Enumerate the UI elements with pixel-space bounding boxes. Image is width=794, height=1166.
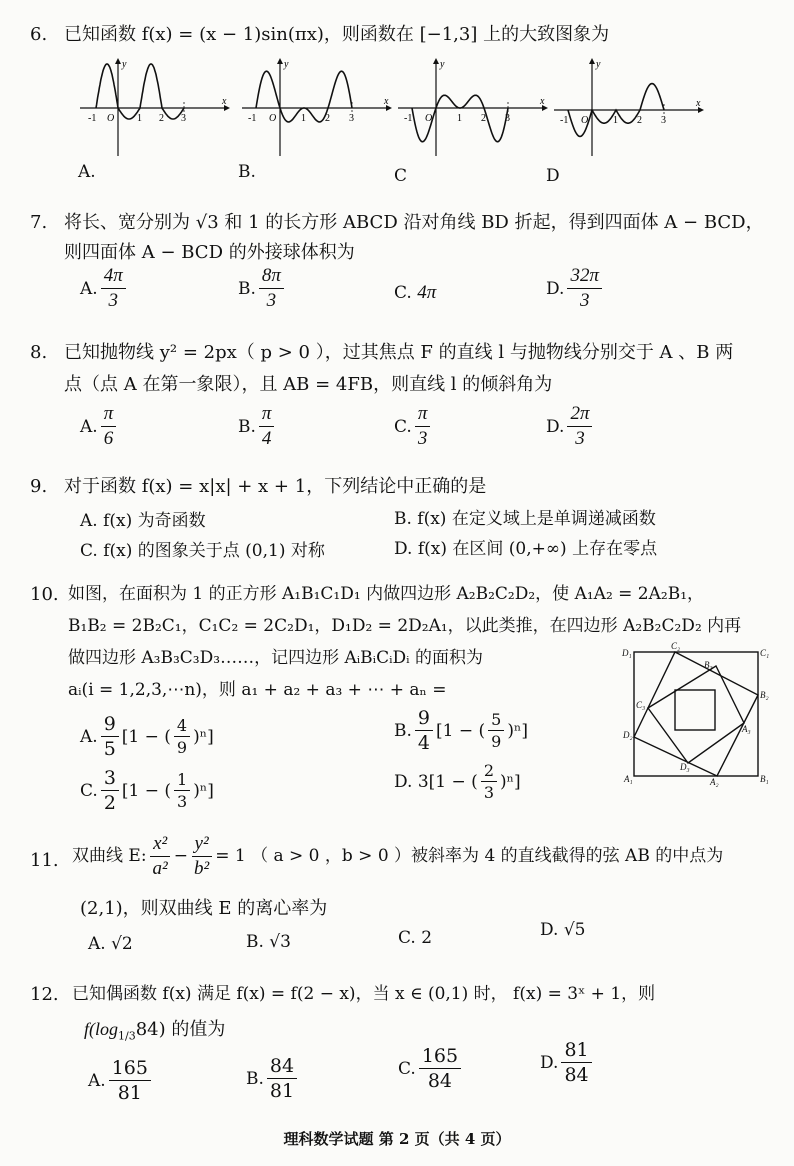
- x-fraction: $\frac{\text{x²}}{\text{a²}}$: [150, 834, 171, 880]
- q6-stem: 已知函数 f(x) = (x − 1)sin(πx)，则函数在 [−1,3] 上的大致图象为: [64, 24, 610, 45]
- x-axis-label: x: [222, 96, 227, 107]
- option-fraction: $\frac{\pi}{6}$: [101, 404, 117, 450]
- label-b1: B₁: [760, 774, 769, 784]
- square-4: [675, 690, 715, 730]
- option-fraction: $\frac{165}{84}$: [419, 1046, 461, 1092]
- tick-label-neg1: -1: [560, 115, 569, 126]
- q7-option-a: [80, 266, 129, 312]
- q10-option-b: B. $\frac{9}{4}$ [1 − ( $\frac{5}{9}$ )ⁿ]: [394, 707, 528, 754]
- q10-stem-line1: 如图，在面积为 1 的正方形 A₁B₁C₁D₁ 内做四边形 A₂B₂C₂D₂，使 A₁A₂ = 2A₂B₁，: [68, 584, 705, 604]
- option-inner-fraction: $\frac{1}{3}$: [174, 771, 190, 810]
- label-a1: A₁: [624, 774, 633, 784]
- label-c2: C₂: [671, 641, 681, 651]
- q10-nested-squares-figure: [620, 640, 780, 790]
- tick-label-3: 3: [181, 113, 186, 124]
- q8-number: 8.: [30, 342, 48, 363]
- q6-number: 6.: [30, 24, 48, 45]
- q8-option-b: B. $\frac{\pi}{4}$: [238, 404, 277, 450]
- y-fraction: $\frac{\text{y²}}{\text{b²}}$: [191, 834, 212, 880]
- q11-stem-line1: 双曲线 E: $\frac{\text{x²}}{\text{a²}}$ − $\frac{\text{y²}}{\text{b²}}$ = 1 （ a > 0 ，b > 0 ）被斜率为 4 的直线截得的弦 AB 的中点为: [72, 833, 724, 879]
- q6-graph-c: [392, 56, 552, 161]
- tick-label-3: 3: [349, 113, 354, 124]
- q9-stem: 对于函数 f(x) = x|x| + x + 1，下列结论中正确的是: [64, 476, 487, 497]
- option-coef-fraction: $\frac{9}{5}$: [101, 714, 119, 760]
- q10-stem-line4: aᵢ(i = 1,2,3,⋯n)，则 a₁ + a₂ + a₃ + ⋯ + aₙ =: [68, 680, 447, 700]
- q8-option-a: A. $\frac{\pi}{6}$: [80, 404, 119, 450]
- q7-option-c: C. 4π: [394, 282, 437, 303]
- tick-label-2: 2: [159, 113, 164, 124]
- option-label: B.: [238, 278, 256, 299]
- q9-option-a: A. f(x) 为奇函数: [80, 511, 206, 531]
- q10-option-c: C. $\frac{3}{2}$ [1 − ( $\frac{1}{3}$ )ⁿ]: [80, 767, 214, 814]
- label-a3: A₃: [742, 724, 751, 734]
- option-inner-fraction: $\frac{4}{9}$: [174, 717, 190, 756]
- q12-option-c: C. $\frac{165}{84}$: [398, 1046, 464, 1092]
- q7-stem-line2: 则四面体 A − BCD 的外接球体积为: [64, 242, 355, 263]
- function-curve: [96, 64, 184, 119]
- tick-label-neg1: -1: [248, 113, 257, 124]
- q6-graph-a: [74, 56, 234, 161]
- q10-option-a: A. $\frac{9}{5}$ [1 − ( $\frac{4}{9}$ )ⁿ]: [80, 713, 214, 760]
- q11-option-a: A. √2: [88, 934, 133, 954]
- y-axis-label: y: [284, 59, 289, 70]
- option-label: A.: [80, 278, 98, 299]
- x-axis-label: x: [540, 96, 545, 107]
- tick-label-1: 1: [457, 113, 462, 124]
- y-axis-label: y: [440, 59, 445, 70]
- label-a2: A₂: [710, 777, 719, 787]
- q12-option-b: B. $\frac{84}{81}$: [246, 1056, 300, 1102]
- origin-label: O: [107, 113, 115, 124]
- y-axis-arrow: [277, 58, 283, 64]
- q12-option-a: A. $\frac{165}{81}$: [88, 1058, 154, 1104]
- y-axis-arrow: [589, 58, 595, 64]
- y-axis-arrow: [115, 58, 121, 64]
- origin-label: O: [581, 115, 589, 126]
- q10-stem-line2: B₁B₂ = 2B₂C₁，C₁C₂ = 2C₂D₁，D₁D₂ = 2D₂A₁，以此类推，在四边形 A₂B₂C₂D₂ 内再: [68, 616, 742, 636]
- label-c3: C₃: [636, 700, 646, 710]
- q8-stem-line1: 已知抛物线 y² = 2px（ p > 0 ），过其焦点 F 的直线 l 与抛物线分别交于 A 、B 两: [64, 342, 734, 363]
- tick-label-2: 2: [481, 113, 486, 124]
- q11-option-d: D. √5: [540, 920, 586, 940]
- q10-option-d: D. 3 [1 − ( $\frac{2}{3}$ )ⁿ]: [394, 761, 521, 802]
- label-d3: D₃: [680, 762, 690, 772]
- q7-number: 7.: [30, 212, 48, 233]
- q11-stem-line2: (2,1)，则双曲线 E 的离心率为: [80, 898, 328, 919]
- q12-option-d: D. $\frac{81}{84}$: [540, 1040, 595, 1086]
- q7-option-b: [238, 266, 287, 312]
- option-fraction: $\frac{81}{84}$: [561, 1040, 591, 1086]
- option-fraction: $\frac{\pi}{3}$: [415, 404, 431, 450]
- tick-label-3: 3: [661, 115, 666, 126]
- q6-graph-d: [548, 56, 708, 171]
- y-axis-label: y: [122, 59, 127, 70]
- q8-option-d: D. $\frac{2\pi}{3}$: [546, 404, 595, 450]
- option-fraction: $\frac{84}{81}$: [267, 1056, 297, 1102]
- label-b2: B₂: [760, 690, 769, 700]
- label-c1: C₁: [760, 648, 770, 658]
- q9-option-c: C. f(x) 的图象关于点 (0,1) 对称: [80, 541, 325, 561]
- option-fraction: $\frac{165}{81}$: [109, 1058, 151, 1104]
- tick-label-neg1: -1: [404, 113, 413, 124]
- option-inner-fraction: $\frac{2}{3}$: [481, 762, 497, 801]
- option-coef-fraction: $\frac{9}{4}$: [415, 708, 433, 754]
- q11-option-b: B. √3: [246, 932, 291, 952]
- x-axis-label: x: [384, 96, 389, 107]
- option-fraction: $\frac{\pi}{4}$: [259, 404, 275, 450]
- q10-number: 10.: [30, 584, 59, 605]
- q6-option-c-label: C: [394, 166, 408, 186]
- label-d1: D₁: [622, 648, 632, 658]
- option-fraction: $\frac{4\pi}{3}$: [101, 266, 126, 312]
- q11-option-c: C. 2: [398, 928, 433, 948]
- q8-stem-line2: 点（点 A 在第一象限），且 AB = 4FB，则直线 l 的倾斜角为: [64, 374, 553, 395]
- q10-stem-line3: 做四边形 A₃B₃C₃D₃……，记四边形 AᵢBᵢCᵢDᵢ 的面积为: [68, 648, 483, 668]
- q12-stem-line2: $f(\log_{1/3}84)$ 的值为: [84, 1019, 226, 1043]
- q6-option-a-label: A.: [78, 162, 96, 182]
- option-coef-fraction: $\frac{3}{2}$: [101, 768, 119, 814]
- y-axis-arrow: [433, 58, 439, 64]
- tick-label-1: 1: [301, 113, 306, 124]
- option-fraction: $\frac{32\pi}{3}$: [567, 266, 602, 312]
- q7-option-d: [546, 266, 605, 312]
- tick-label-2: 2: [637, 115, 642, 126]
- tick-label-1: 1: [613, 115, 618, 126]
- q9-number: 9.: [30, 476, 48, 497]
- q7-stem-line1: 将长、宽分别为 √3 和 1 的长方形 ABCD 沿对角线 BD 折起，得到四面体 A − BCD，: [64, 212, 764, 233]
- q6-option-b-label: B.: [238, 162, 256, 182]
- origin-label: O: [269, 113, 277, 124]
- tick-label-1: 1: [137, 113, 142, 124]
- label-b3: B₃: [704, 660, 713, 670]
- q12-stem-line1: 已知偶函数 f(x) 满足 f(x) = f(2 − x)，当 x ∈ (0,1) 时， f(x) = 3ˣ + 1，则: [72, 984, 656, 1004]
- q9-option-b: B. f(x) 在定义域上是单调递减函数: [394, 509, 656, 529]
- q6-graph-b: [236, 56, 396, 161]
- x-axis-label: x: [696, 98, 701, 109]
- q9-option-d: D. f(x) 在区间 (0,+∞) 上存在零点: [394, 539, 658, 559]
- tick-label-3: 3: [505, 113, 510, 124]
- q11-number: 11.: [30, 850, 59, 871]
- option-fraction: $\frac{2\pi}{3}$: [567, 404, 592, 450]
- tick-label-neg1: -1: [88, 113, 97, 124]
- option-inner-fraction: $\frac{5}{9}$: [488, 711, 504, 750]
- page-footer: 理科数学试题 第 2 页（共 4 页）: [283, 1130, 511, 1148]
- y-axis-label: y: [596, 59, 601, 70]
- origin-label: O: [425, 113, 433, 124]
- q6-option-d-label: D: [546, 166, 560, 186]
- option-fraction: $\frac{8\pi}{3}$: [259, 266, 284, 312]
- tick-label-2: 2: [325, 113, 330, 124]
- option-label: D.: [546, 278, 565, 299]
- label-d2: D₂: [623, 730, 633, 740]
- q12-number: 12.: [30, 984, 59, 1005]
- q8-option-c: C. $\frac{\pi}{3}$: [394, 404, 433, 450]
